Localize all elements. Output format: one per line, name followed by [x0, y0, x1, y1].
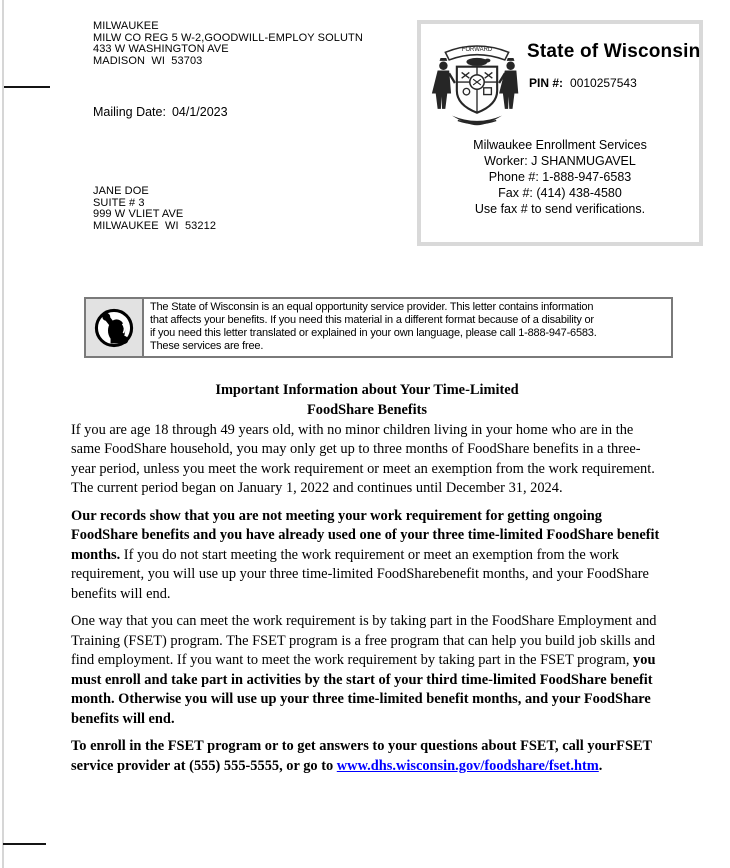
- fset-website-link[interactable]: www.dhs.wisconsin.gov/foodshare/fset.htm: [336, 757, 599, 774]
- agency-contact-block: [421, 137, 699, 217]
- recipient-line: 999 W VLIET AVE: [93, 208, 184, 221]
- recipient-line: JANE DOE: [93, 185, 149, 197]
- pin-value: 0010257543: [570, 76, 637, 90]
- heading-line-2: FoodShare Benefits: [306, 401, 428, 418]
- sender-line: 433 W WASHINGTON AVE: [93, 43, 229, 56]
- paragraph-2-rest: If you do not start meeting the work requirement or meet an exemption from the work requirement, you will use up your three time-limited FoodSharebenefit months, and your FoodShare benefits will end.: [71, 546, 649, 602]
- fold-mark-bottom: [3, 843, 46, 845]
- pin-label: PIN #:: [529, 76, 564, 90]
- notice-line: if you need this letter translated or explained in your own language, please call 1-888-947-6583.: [150, 327, 597, 339]
- recipient-line: SUITE # 3: [93, 196, 145, 209]
- notice-text: [144, 299, 603, 356]
- paragraph-3: [71, 612, 663, 729]
- fold-mark-top: [4, 86, 50, 88]
- notice-line: The State of Wisconsin is an equal opportunity service provider. This letter contains information: [150, 301, 594, 313]
- equal-opportunity-notice-box: [84, 297, 673, 358]
- recipient-line: MILWAUKEE WI 53212: [93, 220, 217, 233]
- agency-name: Milwaukee Enrollment Services: [473, 138, 647, 152]
- sender-address: [93, 21, 363, 68]
- agency-title: State of Wisconsin: [527, 41, 701, 62]
- page-edge-line: [2, 0, 4, 868]
- paragraph-4-start: To enroll in the FSET program or to get answers to your questions about FSET, call yourFSET service provider at (555) 555-5555, or go to: [71, 738, 652, 774]
- pin-number: [529, 76, 637, 90]
- agency-info-box: [417, 20, 703, 246]
- heading-line-1: Important Information about Your Time-Limited: [215, 382, 519, 398]
- worker-name: Worker: J SHANMUGAVEL: [484, 154, 636, 168]
- sender-line: MILW CO REG 5 W-2,GOODWILL-EMPLOY SOLUTN: [93, 31, 363, 44]
- paragraph-2-bold: Our records show that you are not meeting your work requirement for getting ongoing FoodShare benefits and you have already used one of your three time-limited FoodShare benefit months.: [71, 507, 660, 563]
- letter-heading: [71, 381, 663, 420]
- notice-line: These services are free.: [150, 340, 264, 352]
- paragraph-2: [71, 507, 663, 605]
- fax-note: Use fax # to send verifications.: [474, 202, 646, 216]
- mailing-date-label: Mailing Date:: [93, 105, 166, 119]
- letter-body: [71, 381, 663, 784]
- notice-icon-cell: [86, 299, 144, 356]
- sender-line: MADISON WI 53703: [93, 55, 203, 68]
- phone-number: Phone #: 1-888-947-6583: [488, 170, 632, 184]
- paragraph-3-start: One way that you can meet the work requirement is by taking part in the FoodShare Employment and Training (FSET) program. The FSET program is a free program that can help you build job skills and find employment. If you want to meet the work requirement by taking part in the FSET program,: [71, 613, 657, 668]
- paragraph-1: If you are age 18 through 49 years old, with no minor children living in your home who are in the same FoodShare household, you may only get up to three months of FoodShare benefits in a three-year period, unless you meet the work requirement or meet an exemption from the work requirement. The current period began on January 1, 2022 and continues until December 31, 2024.: [71, 421, 655, 496]
- paragraph-4-end: .: [598, 757, 603, 774]
- notice-line: that affects your benefits. If you need this material in a different format because of a disability or: [150, 314, 594, 326]
- paragraph-3-bold: you must enroll and take part in activities by the start of your third time-limited FoodShare benefit month. Otherwise you will use up your three time-limited benefit months, and your FoodShare benefits will end.: [71, 652, 656, 727]
- fax-number: Fax #: (414) 438-4580: [498, 186, 622, 200]
- recipient-address: [93, 186, 216, 233]
- phone-interpreter-icon: [90, 304, 138, 352]
- sender-line: MILWAUKEE: [93, 20, 159, 32]
- svg-text:FORWARD: FORWARD: [461, 46, 493, 53]
- paragraph-4: [71, 737, 663, 776]
- mailing-date: [93, 105, 228, 119]
- wisconsin-coat-of-arms-seal-icon: [429, 36, 525, 130]
- mailing-date-value: 04/1/2023: [171, 105, 228, 119]
